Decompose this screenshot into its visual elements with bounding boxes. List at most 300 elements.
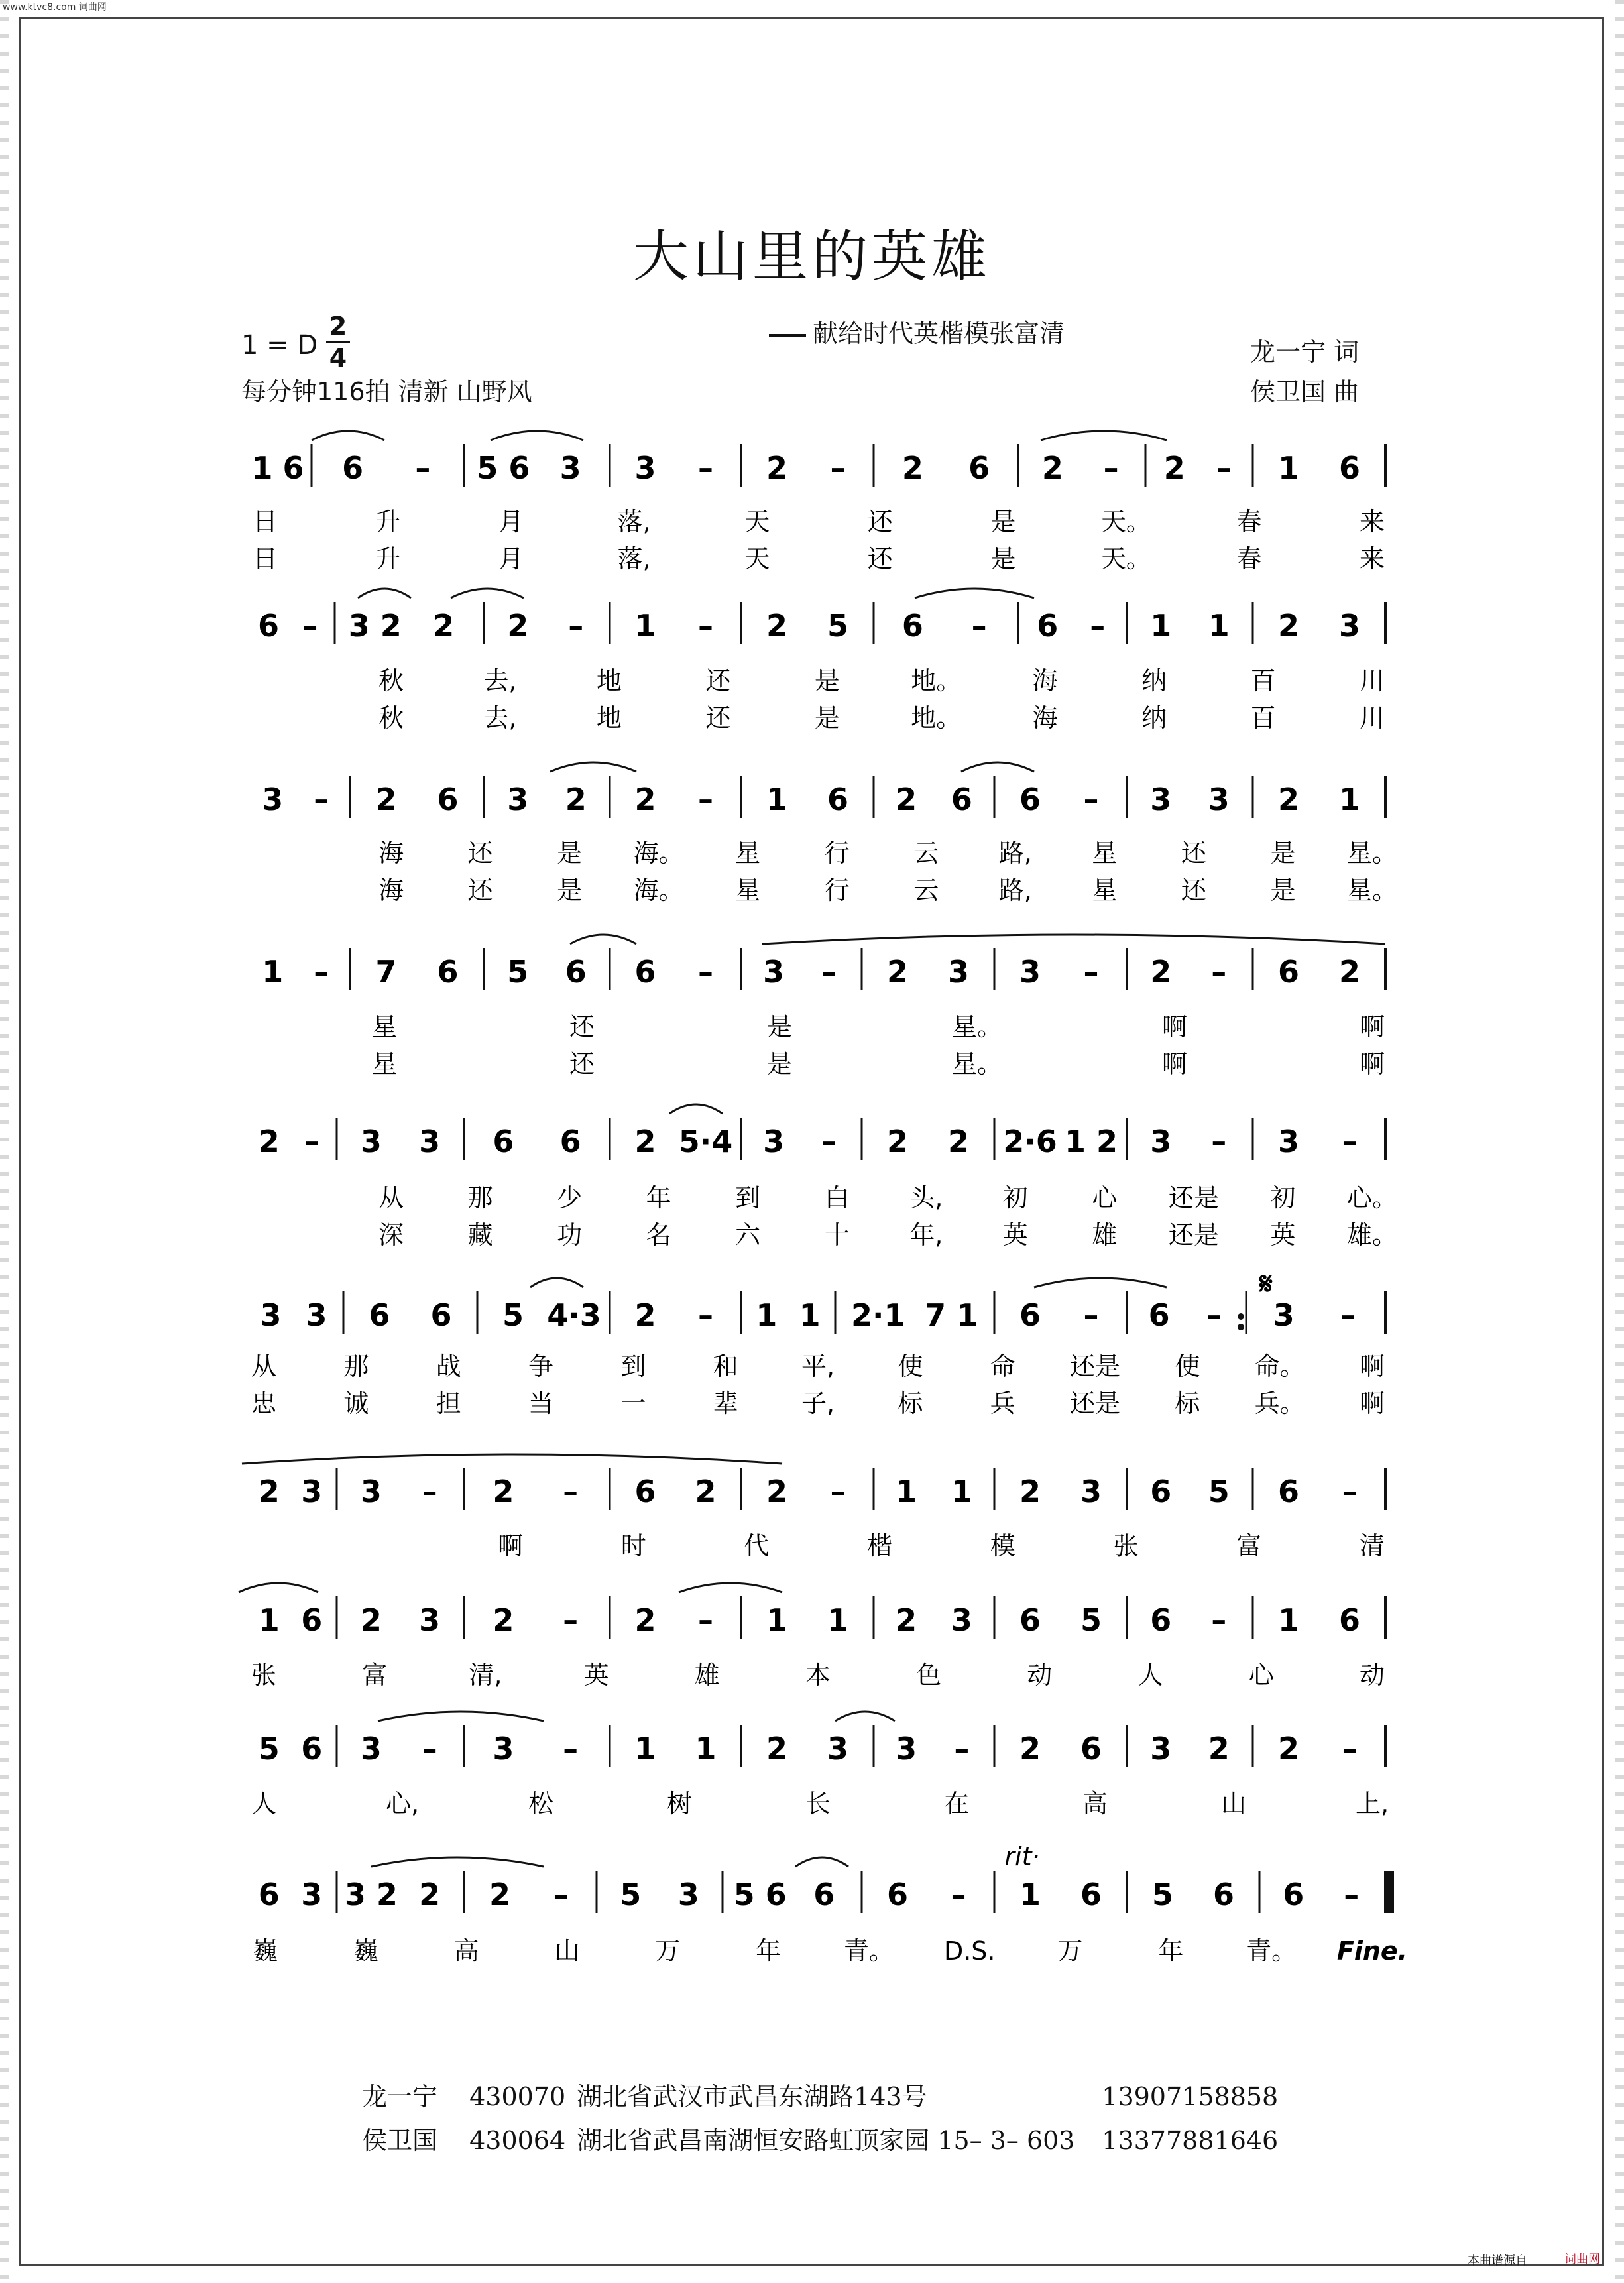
lyric-syllable: 十	[824, 1220, 850, 1250]
note: 3	[301, 1877, 323, 1912]
note: –	[304, 1124, 319, 1159]
time-signature-top: 2	[329, 312, 347, 341]
lyric-syllable: 海。	[633, 839, 684, 868]
lyric-syllable: 星	[1092, 876, 1118, 905]
note: 3	[763, 954, 785, 990]
note: 6	[342, 450, 364, 486]
lyric-syllable: 人	[251, 1789, 277, 1818]
lyric-syllable: 还	[705, 703, 731, 732]
note: 2	[419, 1877, 441, 1912]
lyric-syllable: 心	[1248, 1661, 1274, 1690]
note: 2	[1150, 954, 1172, 990]
note: 2	[634, 1297, 656, 1333]
note: 1	[766, 1602, 788, 1638]
lyric-syllable: 子,	[801, 1389, 835, 1418]
note: –	[422, 1474, 437, 1509]
lyric-syllable: 从	[378, 1183, 404, 1212]
note: 3	[260, 1297, 282, 1333]
note: 1	[1277, 1602, 1300, 1638]
lyric-syllable: 月	[498, 544, 524, 573]
tie-slur	[378, 1712, 544, 1721]
lyric-syllable: 还	[867, 507, 893, 536]
tie-slur	[530, 1278, 583, 1287]
lyric-syllable: 楷	[867, 1531, 893, 1560]
note: 1	[634, 608, 656, 644]
lyric-syllable: 纳	[1141, 666, 1167, 695]
lyric-syllable: 英	[1270, 1220, 1296, 1250]
lyric-syllable: 富	[1236, 1531, 1262, 1560]
note: –	[698, 450, 714, 486]
lyric-syllable: 心,	[385, 1789, 420, 1818]
note: 2	[1277, 782, 1300, 817]
note: 1	[1277, 450, 1300, 486]
note: 2	[634, 1602, 656, 1638]
lyric-syllable: 还	[1181, 839, 1206, 868]
contact-name: 龙一宁	[362, 2082, 438, 2111]
lyric-syllable: 海。	[633, 876, 684, 905]
note: 1	[251, 450, 273, 486]
lyric-syllable: 兵	[990, 1389, 1015, 1418]
lyric-syllable: D.S.	[943, 1936, 996, 1965]
lyric-syllable: 秋	[378, 703, 404, 732]
lyric-syllable: 来	[1359, 507, 1385, 536]
note: 3	[507, 782, 529, 817]
note: 2	[493, 1602, 514, 1638]
lyric-syllable: 百	[1250, 703, 1276, 732]
note: 2	[1163, 450, 1185, 486]
note: 6	[1148, 1297, 1170, 1333]
note: 3	[896, 1731, 917, 1767]
tie-slur	[961, 762, 1034, 772]
tie-slur	[679, 1583, 782, 1592]
lyric-syllable: 纳	[1141, 703, 1167, 732]
note: –	[698, 608, 714, 644]
lyric-syllable: 功	[557, 1220, 583, 1250]
note: 3	[360, 1731, 382, 1767]
lyric-syllable: 还是	[1069, 1352, 1121, 1381]
note: 6	[559, 1124, 581, 1159]
lyric-syllable: 巍	[252, 1936, 278, 1965]
lyric-syllable: 到	[620, 1352, 646, 1381]
lyric-syllable: 清	[1359, 1531, 1385, 1560]
lyric-syllable: 路,	[998, 876, 1032, 905]
lyric-syllable: 标	[1175, 1389, 1200, 1418]
note: 2	[901, 450, 923, 486]
note: 3	[634, 450, 656, 486]
lyric-syllable: 是	[766, 1049, 793, 1079]
lyric-syllable: 藏	[467, 1220, 493, 1250]
note: 2	[1277, 608, 1300, 644]
lyric-syllable: 海	[1032, 703, 1058, 732]
tempo-marking: 每分钟116拍 清新 山野风	[241, 377, 532, 406]
lyric-syllable: 升	[375, 544, 401, 573]
note: 6	[493, 1124, 514, 1159]
note: –	[698, 1602, 714, 1638]
lyric-syllable: 代	[744, 1531, 770, 1560]
contact-zip: 430064	[469, 2126, 566, 2155]
note: 6	[634, 1474, 656, 1509]
note: 3	[1273, 1297, 1295, 1333]
note: 1	[258, 1602, 280, 1638]
note: 1	[1338, 782, 1361, 817]
lyric-syllable: 是	[1270, 876, 1296, 905]
lyric-syllable: 深	[378, 1220, 404, 1250]
lyric-syllable: 时	[620, 1531, 646, 1560]
contact-composer	[362, 2120, 1278, 2156]
composer-credit: 侯卫国 曲	[1250, 377, 1360, 406]
note: –	[1206, 1297, 1222, 1333]
note: 6	[257, 608, 279, 644]
lyric-syllable: 青。	[1246, 1936, 1297, 1965]
lyric-syllable: 万	[1057, 1936, 1083, 1965]
contact-lyricist	[362, 2076, 1278, 2113]
note: 2	[360, 1602, 382, 1638]
lyric-syllable: 心	[1092, 1183, 1118, 1212]
lyric-syllable: 海	[378, 876, 404, 905]
note: 1	[1150, 608, 1172, 644]
lyric-syllable: 行	[824, 876, 850, 905]
lyric-syllable: 星	[1092, 839, 1118, 868]
lyric-syllable: 张	[1113, 1531, 1139, 1560]
contact-phone: 13907158858	[1102, 2082, 1279, 2111]
note: 2	[507, 608, 529, 644]
lyric-syllable: 天。	[1100, 507, 1151, 536]
lyric-syllable: 初	[1002, 1183, 1028, 1212]
lyric-syllable: 辈	[713, 1389, 738, 1418]
note: 2	[766, 450, 788, 486]
lyric-syllable: 使	[1175, 1352, 1200, 1381]
note: 6	[258, 1877, 280, 1912]
lyric-syllable: 地。	[911, 703, 962, 732]
note: 5	[502, 1297, 524, 1333]
lyric-syllable: 是	[814, 703, 840, 732]
lyric-syllable: 在	[943, 1789, 970, 1818]
note: 6	[634, 954, 656, 990]
note: 7	[375, 954, 397, 990]
lyric-syllable: 少	[557, 1183, 583, 1212]
tie-slur	[451, 589, 524, 598]
note: 2	[766, 608, 788, 644]
lyric-syllable: 上,	[1355, 1789, 1389, 1818]
lyric-syllable: 白	[824, 1183, 850, 1212]
note: 3	[1150, 782, 1172, 817]
note: –	[1342, 1124, 1358, 1159]
lyric-syllable: 还	[705, 666, 731, 695]
tie-slur	[491, 431, 583, 440]
lyric-syllable: 年	[756, 1936, 782, 1965]
note: 2	[634, 1124, 656, 1159]
lyricist-credit: 龙一宁 词	[1250, 337, 1360, 367]
note: 2	[1208, 1731, 1230, 1767]
note: 2	[489, 1877, 511, 1912]
note: 3	[677, 1877, 699, 1912]
lyric-syllable: 天	[744, 507, 770, 536]
note: 6	[1150, 1602, 1172, 1638]
note: –	[698, 782, 714, 817]
note: 6	[437, 954, 459, 990]
note: 3	[419, 1602, 441, 1638]
note: 1	[1208, 608, 1230, 644]
note: 1	[634, 1731, 656, 1767]
note: –	[314, 954, 329, 990]
note: 2	[896, 782, 917, 817]
lyric-syllable: 山	[554, 1936, 580, 1965]
lyric-syllable: 还	[569, 1049, 595, 1079]
note: –	[302, 608, 318, 644]
lyric-syllable: 战	[435, 1352, 461, 1381]
lyric-syllable: 升	[375, 507, 401, 536]
lyric-syllable: 万	[655, 1936, 681, 1965]
note: –	[1211, 954, 1227, 990]
lyric-syllable: 清,	[469, 1661, 502, 1690]
segno-sign: 𝄋	[1259, 1265, 1273, 1301]
lyric-syllable: 年,	[909, 1220, 943, 1250]
note: 2	[375, 782, 397, 817]
note: –	[1083, 954, 1099, 990]
lyric-syllable: 海	[378, 839, 404, 868]
lyric-syllable: 星。	[1346, 876, 1398, 905]
note: 1	[951, 1474, 972, 1509]
note: 6	[968, 450, 990, 486]
note: –	[821, 1124, 837, 1159]
note: 3	[763, 1124, 785, 1159]
note: 3	[301, 1474, 323, 1509]
lyric-syllable: 命	[990, 1352, 1015, 1381]
lyric-syllable: 是	[990, 507, 1016, 536]
note: 6	[430, 1297, 452, 1333]
note: –	[314, 782, 329, 817]
note: 2	[1019, 1474, 1041, 1509]
lyric-syllable: Fine.	[1336, 1936, 1408, 1965]
tie-slur	[371, 1857, 544, 1867]
note: 5	[258, 1731, 280, 1767]
lyric-syllable: 本	[805, 1661, 831, 1690]
note: 6	[282, 450, 304, 486]
note: 2	[766, 1731, 788, 1767]
lyric-syllable: 高	[453, 1936, 479, 1965]
tie-slur	[1041, 431, 1167, 440]
note: 6	[565, 954, 587, 990]
note: 2	[493, 1474, 514, 1509]
lyric-syllable: 是	[557, 876, 583, 905]
note: –	[1340, 1297, 1356, 1333]
note: 6	[1150, 1474, 1172, 1509]
lyric-syllable: 天	[744, 544, 770, 573]
note: 6	[1277, 1474, 1300, 1509]
note: 1	[766, 782, 788, 817]
tie-slur	[1034, 1278, 1167, 1287]
lyric-syllable: 头,	[909, 1183, 943, 1212]
note: –	[1342, 1474, 1358, 1509]
repeat-dot	[1238, 1324, 1244, 1330]
lyric-syllable: 初	[1270, 1183, 1296, 1212]
note: –	[563, 1474, 579, 1509]
note: 3	[1080, 1474, 1102, 1509]
lyric-syllable: 色	[916, 1661, 942, 1690]
note: –	[553, 1877, 569, 1912]
lyric-syllable: 行	[824, 839, 850, 868]
lyric-syllable: 是	[1270, 839, 1296, 868]
tie-slur	[915, 589, 1034, 598]
contact-address: 湖北省武昌南湖恒安路虹顶家园 15– 3– 603	[577, 2126, 1075, 2155]
lyric-syllable: 云	[913, 876, 939, 905]
lyric-syllable: 高	[1082, 1789, 1108, 1818]
note: 5	[1151, 1877, 1174, 1912]
note: 5	[1208, 1474, 1230, 1509]
lyric-syllable: 落,	[617, 507, 651, 536]
lyric-syllable: 还	[569, 1012, 595, 1041]
note: 2	[1338, 954, 1361, 990]
note: 3	[360, 1124, 382, 1159]
note: 3	[493, 1731, 514, 1767]
tie-slur	[835, 1712, 895, 1721]
lyric-syllable: 一	[620, 1389, 646, 1418]
footer-source-note: 本曲谱源自	[1468, 2254, 1527, 2268]
note: 3	[1019, 954, 1041, 990]
lyric-syllable: 星。	[951, 1012, 1003, 1041]
note: 6	[1019, 1297, 1041, 1333]
note: –	[1216, 450, 1232, 486]
lyric-syllable: 争	[528, 1352, 554, 1381]
lyric-syllable: 啊	[497, 1531, 524, 1560]
note: 5 6	[477, 450, 530, 486]
note: –	[1090, 608, 1106, 644]
note: 4·3	[547, 1297, 601, 1333]
lyric-syllable: 到	[735, 1183, 761, 1212]
lyric-syllable: 长	[805, 1789, 831, 1818]
lyric-syllable: 动	[1027, 1661, 1053, 1690]
lyric-syllable: 日	[252, 507, 278, 536]
lyric-syllable: 英	[1002, 1220, 1028, 1250]
song-title: 大山里的英雄	[632, 224, 991, 289]
note: 1	[799, 1297, 821, 1333]
note: –	[954, 1731, 970, 1767]
note: 3	[360, 1474, 382, 1509]
note: 2	[565, 782, 587, 817]
note: –	[1211, 1602, 1227, 1638]
note: –	[568, 608, 584, 644]
lyric-syllable: 从	[251, 1352, 277, 1381]
lyric-syllable: 是	[557, 839, 583, 868]
lyric-syllable: 雄	[694, 1661, 720, 1690]
note: 2	[695, 1474, 717, 1509]
tie-slur	[242, 1454, 782, 1464]
lyric-syllable: 月	[498, 507, 524, 536]
lyric-syllable: 还	[867, 544, 893, 573]
lyric-syllable: 云	[913, 839, 939, 868]
lyric-syllable: 年	[1158, 1936, 1184, 1965]
lyric-syllable: 那	[467, 1183, 493, 1212]
note: –	[1083, 1297, 1099, 1333]
note: 3	[1208, 782, 1230, 817]
note: –	[821, 954, 837, 990]
note: 2·6	[1003, 1124, 1057, 1159]
lyric-syllable: 和	[713, 1352, 738, 1381]
lyric-syllable: 川	[1359, 666, 1385, 695]
lyric-syllable: 那	[343, 1352, 369, 1381]
tie-slur	[239, 1583, 318, 1592]
repeat-dot	[1238, 1313, 1244, 1320]
lyric-syllable: 富	[362, 1661, 388, 1690]
note: 6	[301, 1602, 323, 1638]
note: –	[1342, 1731, 1358, 1767]
lyric-syllable: 模	[990, 1531, 1015, 1560]
note: 5·4	[678, 1124, 733, 1159]
lyric-syllable: 啊	[1359, 1352, 1385, 1381]
note: 3 2	[344, 1877, 398, 1912]
key-signature: 1 = D	[241, 330, 318, 361]
lyric-syllable: 啊	[1161, 1049, 1188, 1079]
lyric-syllable: 年	[646, 1183, 671, 1212]
lyric-syllable: 雄。	[1346, 1220, 1398, 1250]
lyric-syllable: 星	[371, 1012, 398, 1041]
lyric-syllable: 还是	[1069, 1389, 1121, 1418]
note: 1 2	[1064, 1124, 1118, 1159]
lyric-syllable: 平,	[801, 1352, 835, 1381]
note: 5	[620, 1877, 642, 1912]
contact-phone: 13377881646	[1102, 2126, 1279, 2155]
note: 2	[1019, 1731, 1041, 1767]
time-signature-bottom: 4	[326, 341, 350, 373]
lyric-syllable: 还	[467, 876, 493, 905]
note: 3	[827, 1731, 849, 1767]
note: –	[830, 450, 846, 486]
note: 6	[886, 1877, 909, 1912]
lyric-syllable: 来	[1359, 544, 1385, 573]
tie-slur	[550, 762, 636, 772]
note: 2	[634, 782, 656, 817]
note: 2	[886, 954, 909, 990]
note: 6	[813, 1877, 835, 1912]
lyric-syllable: 雄	[1092, 1220, 1118, 1250]
lyric-syllable: 张	[251, 1661, 277, 1690]
footer-logo: 词曲网	[1564, 2253, 1600, 2266]
lyric-syllable: 星	[735, 839, 761, 868]
lyric-syllable: 还是	[1168, 1183, 1219, 1212]
lyric-syllable: 还是	[1168, 1220, 1219, 1250]
lyric-syllable: 春	[1236, 507, 1262, 536]
lyric-syllable: 海	[1032, 666, 1058, 695]
note: 3	[306, 1297, 327, 1333]
note: –	[415, 450, 431, 486]
lyric-syllable: 命。	[1254, 1352, 1305, 1381]
lyric-syllable: 星	[735, 876, 761, 905]
note: 6	[437, 782, 459, 817]
note: 6	[901, 608, 923, 644]
dedication-text: 献给时代英楷模张富清	[813, 319, 1065, 348]
lyric-syllable: 人	[1137, 1661, 1163, 1690]
note: 3	[1150, 1731, 1172, 1767]
lyric-syllable: 天。	[1100, 544, 1151, 573]
tie-slur	[570, 935, 636, 944]
note: 1	[262, 954, 284, 990]
note: 6	[1080, 1731, 1102, 1767]
note: 3 2	[348, 608, 402, 644]
ritardando-mark: rit·	[1004, 1842, 1040, 1871]
lyric-syllable: 地	[596, 703, 622, 732]
note: 6	[827, 782, 849, 817]
lyric-syllable: 地	[596, 666, 622, 695]
note: 2	[947, 1124, 970, 1159]
note: 6	[1037, 608, 1059, 644]
note: –	[698, 1297, 714, 1333]
lyric-syllable: 川	[1359, 703, 1385, 732]
contact-name: 侯卫国	[362, 2126, 438, 2155]
lyric-syllable: 担	[435, 1389, 461, 1418]
lyric-syllable: 忠	[251, 1389, 277, 1418]
note: 5	[1080, 1602, 1102, 1638]
note: 6	[301, 1731, 323, 1767]
